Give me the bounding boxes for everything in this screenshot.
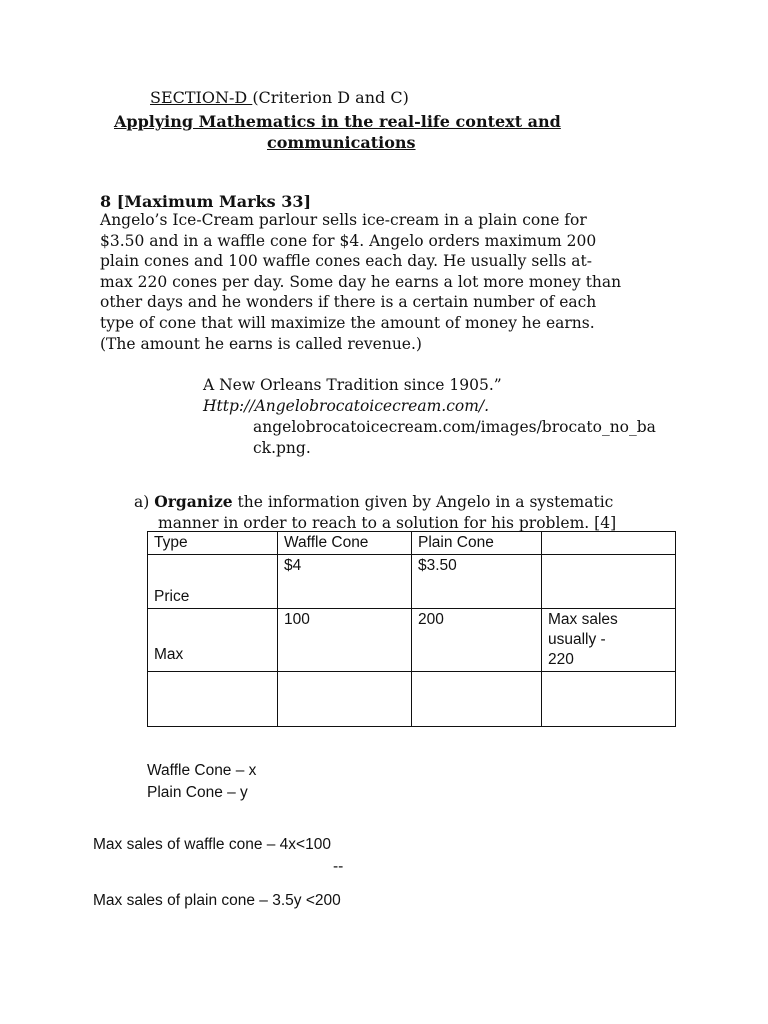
plain-inequality: Max sales of plain cone – 3.5y <200 [93, 892, 341, 909]
question-line: (The amount he earns is called revenue.) [100, 334, 422, 353]
price-plain: $3.50 [412, 555, 542, 609]
part-a-prompt [134, 491, 616, 534]
price-extra [542, 555, 676, 609]
reference-image-line2: ck.png. [253, 439, 311, 457]
waffle-inequality: Max sales of waffle cone – 4x<100 [93, 836, 331, 853]
table-row-price [148, 555, 676, 609]
inequality-dashes: -- [333, 858, 344, 875]
price-label: Price [148, 555, 278, 609]
price-waffle: $4 [278, 555, 412, 609]
part-a-line2: manner in order to reach to a solution for his problem. [4] [158, 514, 617, 532]
max-extra [542, 609, 676, 672]
question-line: $3.50 and in a waffle cone for $4. Angelo orders maximum 200 [100, 231, 597, 250]
table-header-row [148, 532, 676, 555]
empty-cell [412, 672, 542, 727]
empty-cell [148, 672, 278, 727]
table-header-cell [542, 532, 676, 555]
section-title-line1: Applying Mathematics in the real-life context and [114, 112, 561, 131]
part-a-text: the information given by Angelo in a systematic [232, 493, 614, 511]
question-line: type of cone that will maximize the amount of money he earns. [100, 313, 595, 332]
question-line: other days and he wonders if there is a certain number of each [100, 293, 597, 312]
waffle-variable: Waffle Cone – x [147, 762, 257, 779]
table-row-max [148, 609, 676, 672]
table-header-cell: Type [148, 532, 278, 555]
reference-tagline: A New Orleans Tradition since 1905.” [203, 376, 502, 394]
empty-cell [542, 672, 676, 727]
plain-variable: Plain Cone – y [147, 784, 248, 801]
max-plain: 200 [412, 609, 542, 672]
question-paragraph [100, 210, 660, 354]
question-title: 8 [Maximum Marks 33] [100, 192, 312, 211]
section-heading [150, 88, 409, 107]
part-a-keyword: Organize [154, 492, 233, 511]
table-row-empty [148, 672, 676, 727]
organize-table [147, 531, 676, 727]
max-extra-line: Max sales [548, 611, 618, 628]
max-extra-line: 220 [548, 651, 574, 668]
criterion-label: (Criterion D and C) [252, 88, 409, 107]
table-header-cell: Waffle Cone [278, 532, 412, 555]
table-header-cell: Plain Cone [412, 532, 542, 555]
section-title-line2: communications [267, 133, 416, 152]
question-line: max 220 cones per day. Some day he earns a lot more money than [100, 272, 622, 291]
section-label: SECTION-D [150, 88, 253, 107]
question-line: plain cones and 100 waffle cones each day. He usually sells at- [100, 252, 592, 271]
question-line: Angelo’s Ice-Cream parlour sells ice-cream in a plain cone for [100, 211, 587, 229]
max-label: Max [148, 609, 278, 672]
reference-url: Http://Angelobrocatoicecream.com/. [203, 397, 490, 415]
empty-cell [278, 672, 412, 727]
max-extra-line: usually - [548, 631, 606, 648]
part-a-marker: a) [134, 493, 150, 511]
reference-image-line1: angelobrocatoicecream.com/images/brocato_no_ba [253, 418, 656, 436]
max-waffle: 100 [278, 609, 412, 672]
variable-definitions [147, 760, 256, 804]
